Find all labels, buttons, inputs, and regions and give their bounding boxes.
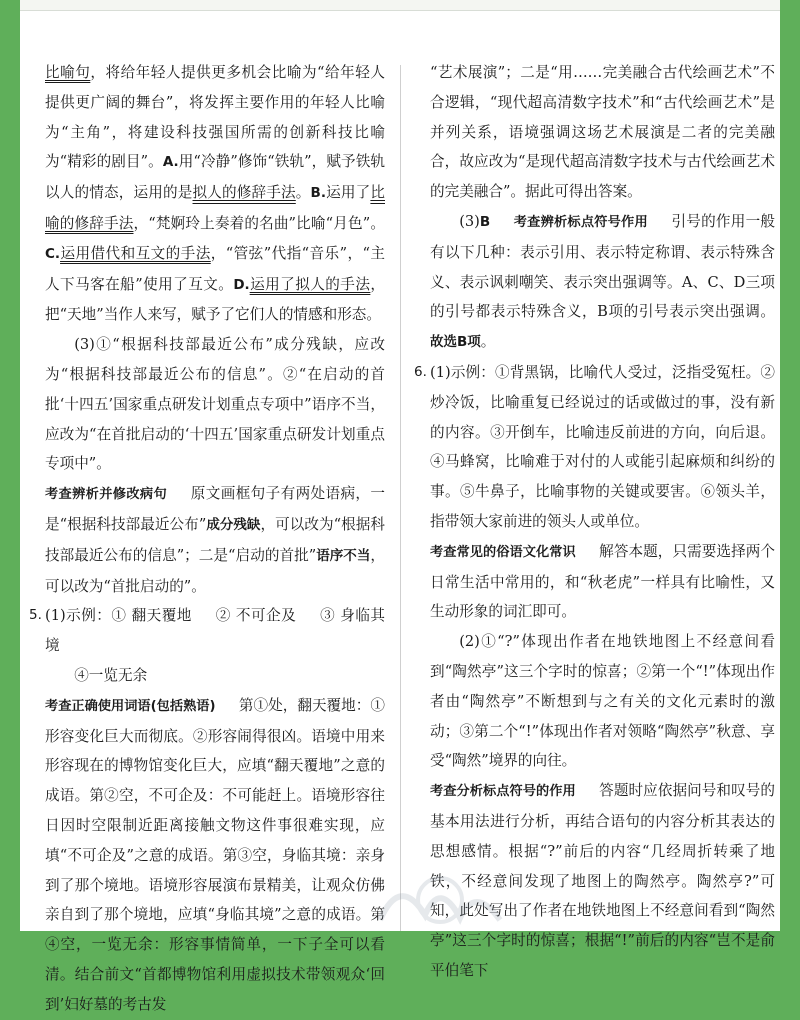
paragraph-rhetoric-analysis: 比喻句，将给年轻人提供更多机会比喻为“给年轻人提供更广阔的舞台”，将发挥主要作用的年轻人比喻为“主角”，将建设科技强国所需的创新科技比喻为“精彩的剧目”。A.用“冷静”修饰“铁轨”，赋予铁轨以人的情态，运用的是拟人的修辞手法。B.运用了比喻的修辞手法，“梵婀玲上奏着的名曲”比喻“月色”。C.运用借代和互文的手法，“管弦”代指“音乐”，“主人下马客在船”使用了互文。D.运用了拟人的手法，把“天地”当作人来写，赋予了它们人的情感和形态。 — [45, 64, 385, 324]
section-heading: 考查正确使用词语(包括熟语) — [45, 698, 216, 714]
right-column — [414, 58, 775, 986]
answer-6-sayings: (1)示例：①背黑锅，比喻代人受过，泛指受冤枉。②炒冷饭，比喻重复已经说过的话或做过的事，没有新的内容。③开倒车，比喻违反前进的方向，向后退。④马蜂窝，比喻难于对付的人或能引起麻烦和纠纷的事。⑤牛鼻子，比喻事物的关键或要害。⑥领头羊，指带领大家前进的领头人或单位。 — [430, 363, 775, 530]
explanation-sayings: 考查常见的俗语文化常识 解答本题，只需要选择两个日常生活中常用的，和“秋老虎”一样具有比喻性，又生动形象的词汇即可。 — [430, 542, 775, 621]
underlined-term: 运用了拟人的手法 — [249, 275, 371, 293]
document-page — [20, 0, 780, 1013]
section-heading: 考查辨析并修改病句 — [45, 487, 168, 503]
question-6 — [414, 358, 775, 537]
answer-6-punctuation: (2)①“?”体现出作者在地铁地图上不经意间看到“陶然亭”这三个字时的惊喜；②第一个“!”体现出作者由“陶然亭”不断想到与之有关的文化元素时的激动；③第二个“!”体现出作者对领略“陶然亭”秋意、享受“陶然”境界的向往。 — [430, 633, 775, 770]
section-heading: 考查辨析标点符号作用 — [513, 214, 648, 230]
explanation-sentence-errors: 考查辨析并修改病句 原文画框句子有两处语病，一是“根据科技部最近公布”成分残缺，可以改为“根据科技部最近公布的信息”；二是“启动的首批”语序不当，可以改为“首批启动的”。 — [45, 485, 385, 595]
section-heading: 考查常见的俗语文化常识 — [430, 544, 576, 560]
answer-5-idioms: (1)示例：① 翻天覆地 ② 不可企及 ③ 身临其境 — [45, 607, 386, 655]
paragraph-logic-fix: “艺术展演”；二是“用……完美融合古代绘画艺术”不合逻辑，“现代超高清数字技术”和“古代绘画艺术”是并列关系，语境强调这场艺术展演是二者的完美融合，故应改为“是现代超高清数字技术与古代绘画艺术的完美融合”。据此可得出答案。 — [430, 64, 775, 201]
question-5 — [29, 601, 386, 690]
left-column — [29, 58, 386, 1020]
answer-3-sentence-fix: (3)①“根据科技部最近公布”成分残缺，应改为“根据科技部最近公布的信息”。②“在启动的首批‘十四五’国家重点研发计划重点专项中”语序不当，应改为“在首批启动的‘十四五’国家重点研发计划重点专项中”。 — [45, 336, 385, 473]
underlined-term: 运用借代和互文的手法 — [60, 244, 211, 262]
page-top-strip — [20, 0, 780, 11]
explanation-word-usage: 考查正确使用词语(包括熟语) 第①处，翻天覆地：①形容变化巨大而彻底。②形容闹得很凶。语境中用来形容现在的博物馆变化巨大，应填“翻天覆地”之意的成语。第②空，不可企及：不可能赶上。语境形容往日因时空限制近距离接触文物这件事很难实现，应填“不可企及”之意的成语。第③空，身临其境：亲身到了那个境地。语境形容展演布景精美，让观众仿佛亲自到了那个境地，应填“身临其境”之意的成语。第④空，一览无余：形容事情简单，一下子全可以看清。结合前文“首都博物馆利用虚拟技术带领观众‘回到’妇好墓的考古发 — [45, 696, 385, 1013]
question-number: 6. — [414, 363, 427, 380]
logo-watermark-icon — [370, 870, 510, 930]
underlined-term: 比喻的修辞手法 — [45, 184, 385, 232]
underlined-term: 比喻句 — [45, 64, 91, 81]
underlined-term: 拟人的修辞手法 — [192, 184, 296, 202]
column-divider — [400, 65, 401, 931]
answer-5-idiom-4: ④一览无余 — [74, 666, 148, 684]
answer-3-punctuation: (3)B 考查辨析标点符号作用 引号的作用一般有以下几种：表示引用、表示特定称谓、表示特殊含义、表示讽刺嘲笑、表示突出强调等。A、C、D三项的引号都表示特殊含义，B项的引号表示突出强调。故选B项。 — [430, 212, 775, 351]
section-heading: 考查分析标点符号的作用 — [430, 784, 576, 800]
question-number: 5. — [29, 607, 42, 624]
explanation-punctuation-effect: 考查分析标点符号的作用 答题时应依据问号和叹号的基本用法进行分析，再结合语句的内容分析其表达的思想感情。根据“?”前后的内容“几经周折转乘了地铁，不经意间发现了地图上的陶然亭。陶然亭?”可知，此处写出了作者在地铁地图上不经意间看到“陶然亭”这三个字时的惊喜；根据“!”前后的内容“岂不是俞平伯笔下 — [430, 782, 775, 979]
